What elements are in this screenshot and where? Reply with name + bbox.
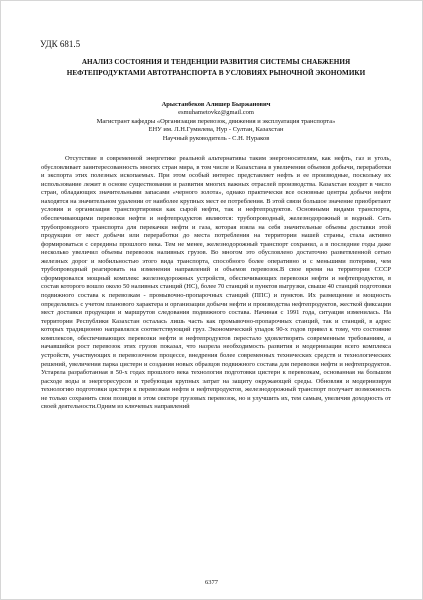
author-block — [41, 101, 391, 143]
article-title: АНАЛИЗ СОСТОЯНИЯ И ТЕНДЕНЦИИ РАЗВИТИЯ СИСТЕМЫ СНАБЖЕНИЯ НЕФТЕПРОДУКТАМИ АВТОТРАНСПОРТА В УСЛОВИЯХ РЫНОЧНОЙ ЭКОНОМИКИ — [66, 58, 366, 78]
udk-code: УДК 681.5 — [40, 39, 81, 49]
supervisor: Научный руководитель - С.Н. Нураков — [162, 134, 270, 142]
page-number: 6377 — [205, 579, 218, 586]
author-name: Арыстанбеков Алишер Быржанович — [161, 101, 271, 108]
author-position: Магистрант кафедры «Организация перевозок, движения и эксплуатация транспорта» — [96, 117, 336, 125]
author-university: ЕНУ им. Л.Н.Гумилева, Нур - Султан, Казахстан — [148, 126, 284, 134]
body-paragraph: Отсутствие в современной энергетике реальной альтернативы таким энергоносителям, как нефть, газ и уголь, обусловливает заинтересованность многих стран мира, в том числе и Казахстана в увеличении объемов добычи, переработки и экспорта этих полезных ископаемых. При этом особый интерес представляет нефть и ее производные, поскольку их использование лежит в основе существования и развития многих важных отраслей производства. Казахстан входит в число стран, обладающих значительными запасами «черного золота», однако практически все основные центры добычи нефти находятся на значительном удалении от наиболее крупных мест ее потребления. В этой связи большое значение приобретают условия и организация транспортировки как сырой нефти, так и нефтепродуктов. Основными видами транспорта, обеспечивающими перевозки нефти и нефтепродуктов являются: трубопроводный, железнодорожный и водный. Сеть трубопроводного транспорта для перекачки нефти и газа, которая взяла на себя значительные объемы доставки этой продукции от мест добычи или переработки до места потребления на территории нашей страны, стала активно формироваться с середины прошлого века. Тем не менее, железнодорожный транспорт сохранил, а в последние годы даже несколько увеличил объемы перевозок наливных грузов. Во многом это обусловлено достаточно разветвленной сетью железных дорог и мобильностью этого вида транспорта, способного более оперативно и с меньшими потерями, чем трубопроводный реагировать на изменения направлений и объемов перевозок.В свое время на территории СССР сформировался мощный комплекс железнодорожных устройств, обеспечивающих перевозки нефти и нефтепродуктов, в состав которого вошло около 50 наливных станций (НС), более 70 станций и пунктов выгрузки, свыше 40 станций подготовки подвижного состава к перевозкам - промывочно-пропарочных станций (ППС) и пунктов. Их размещение и мощность определялись с учетом планового характера и организации добычи нефти и производства нефтепродуктов, жесткой фиксации мест доставки продукции и маршрутов следования подвижного состава. Начиная с 1991 года, ситуация изменилась. На территории Республики Казахстан осталась лишь часть как промывочно-пропарочных станций, так и станций, в адрес которых традиционно направлялся соответствующий груз. Экономический упадок 90-х годов привел к тому, что состояние комплексов, обеспечивающих перевозки нефти и нефтепродуктов перестало удовлетворять современным требованиям, а начавшийся рост перевозок этих грузов показал, что назрела необходимость развития и модернизации всего комплекса устройств, участвующих в перевозочном процессе, внедрения более современных технических средств и технологических решений, увеличения парка цистерн и создания новых образцов подвижного состава для перевозки нефти и нефтепродуктов. Устарела разработанная в 50-х годах прошлого века технология подготовки цистерн к перевозкам, основанная на большом расходе воды и энергоресурсов и требующая крупных затрат на защиту окружающей среды. Обновляя и модернизируя технологию подготовки цистерн к перевозкам нефти и нефтепродуктов, железнодорожный транспорт получает возможность не только сохранить свои позиции в этом секторе грузовых перевозок, но и улучшить их, тем самым, увеличив доходность от своей деятельности.Одним из ключевых направлений — [41, 155, 391, 411]
author-email: esmuhametovkz@gmail.com — [178, 109, 254, 117]
